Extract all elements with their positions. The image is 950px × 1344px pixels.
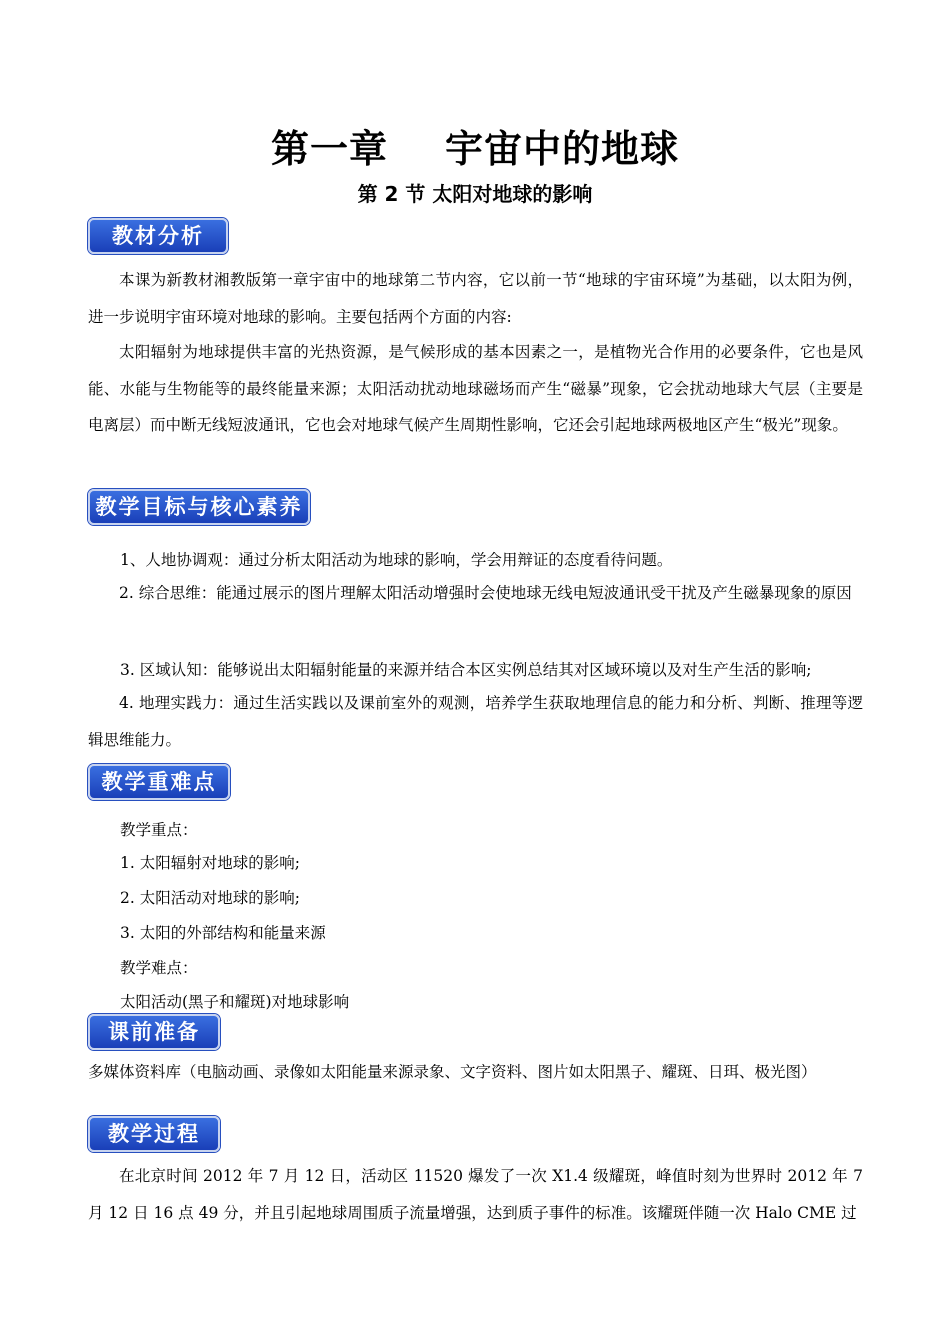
objective-2: 2. 综合思维：能通过展示的图片理解太阳活动增强时会使地球无线电短波通讯受干扰及产生磁暴现象的原因 bbox=[119, 584, 852, 602]
section-badge-key-points: 教学重难点 bbox=[88, 764, 230, 800]
objective-3: 3. 区域认知：能够说出太阳辐射能量的来源并结合本区实例总结其对区域环境以及对生产生活的影响; bbox=[120, 661, 812, 679]
key-points-label: 教学重点： bbox=[120, 821, 198, 839]
objective-1: 1、人地协调观：通过分析太阳活动为地球的影响，学会用辩证的态度看待问题。 bbox=[120, 551, 673, 569]
section-badge-preparation: 课前准备 bbox=[88, 1014, 220, 1050]
section-badge-process: 教学过程 bbox=[88, 1116, 220, 1152]
analysis-paragraph-2: 太阳辐射为地球提供丰富的光热资源，是气候形成的基本因素之一，是植物光合作用的必要条件，它也是风能、水能与生物能等的最终能量来源；太阳活动扰动地球磁场而产生“磁暴”现象，它会扰动地球大气层（主要是电离层）而中断无线短波通讯，它也会对地球气候产生周期性影响，它还会引起地球两极地区产生“极光”现象。 bbox=[88, 343, 863, 434]
section-badge-analysis: 教材分析 bbox=[88, 218, 228, 254]
key-point-3: 3. 太阳的外部结构和能量来源 bbox=[120, 924, 326, 942]
difficult-points-label: 教学难点： bbox=[120, 959, 198, 977]
section-badge-objectives: 教学目标与核心素养 bbox=[88, 489, 310, 525]
preparation-text: 多媒体资料库（电脑动画、录像如太阳能量来源录象、文字资料、图片如太阳黑子、耀斑、日珥、极光图） bbox=[88, 1063, 817, 1081]
key-point-1: 1. 太阳辐射对地球的影响; bbox=[120, 854, 300, 872]
chapter-title: 第一章 宇宙中的地球 bbox=[271, 127, 679, 171]
analysis-paragraph-1: 本课为新教材湘教版第一章宇宙中的地球第二节内容，它以前一节“地球的宇宙环境”为基础，以太阳为例，进一步说明宇宙环境对地球的影响。主要包括两个方面的内容: bbox=[88, 271, 863, 326]
difficult-point-1: 太阳活动(黑子和耀斑)对地球影响 bbox=[120, 993, 350, 1011]
key-point-2: 2. 太阳活动对地球的影响; bbox=[120, 889, 300, 907]
process-text: 在北京时间 2012 年 7 月 12 日，活动区 11520 爆发了一次 X1.4 级耀斑，峰值时刻为世界时 2012 年 7 月 12 日 16 点 49 分，并且引起地球周围质子流量增强，达到质子事件的标准。该耀斑伴随一次 Halo CME 过 bbox=[88, 1167, 863, 1222]
objective-4: 4. 地理实践力：通过生活实践以及课前室外的观测，培养学生获取地理信息的能力和分析、判断、推理等逻辑思维能力。 bbox=[88, 694, 863, 749]
section-title: 第 2 节 太阳对地球的影响 bbox=[357, 182, 593, 206]
